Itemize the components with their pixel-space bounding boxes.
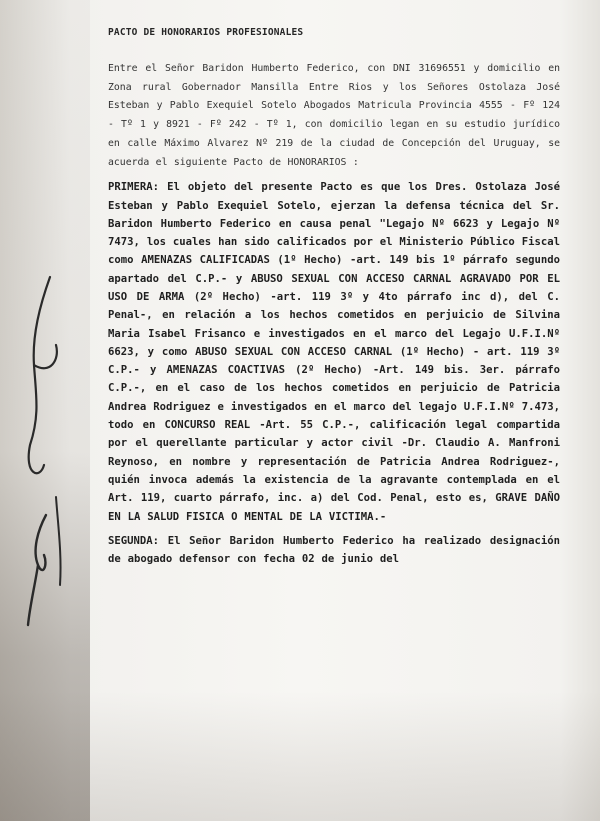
clause-primera bbox=[108, 178, 560, 526]
clause-segunda-label: SEGUNDA: bbox=[108, 534, 160, 547]
clause-segunda bbox=[108, 532, 560, 569]
clause-primera-label: PRIMERA: bbox=[108, 181, 160, 194]
page-shadow-bottom bbox=[0, 691, 600, 821]
clause-primera-text: El objeto del presente Pacto es que los Dres. Ostolaza José Esteban y Pablo Exequiel Sotelo, ejerzan la defensa técnica del Sr. Baridon Humberto Federico en causa penal "Legajo Nº 6623 y Legajo Nº 7473, los cuales han sido calificados por el Ministerio Público Fiscal como AMENAZAS CALIFICADAS (1º Hecho) -art. 149 bis 1º párrafo segundo apartado del C.P.- y ABUSO SEXUAL CON ACCESO CARNAL AGRAVADO POR EL USO DE ARMA (2º Hecho) -art. 119 3º y 4to párrafo inc d), del C. Penal-, en relación a los hechos cometidos en perjuicio de Silvina Maria Isabel Frisanco e investigados en el marco del Legajo U.F.I.Nº 6623, y como ABUSO SEXUAL CON ACCESO CARNAL (1º Hecho) - art. 119 3º C.P.- y AMENAZAS COACTIVAS (2º Hecho) -Art. 149 bis. 3er. párrafo C.P.-, en el caso de los hechos cometidos en perjuicio de Patricia Andrea Rodriguez e investigados en el marco del legajo U.F.I.Nº 7.473, todo en CONCURSO REAL -Art. 55 C.P.-, calificación legal compartida por el querellante particular y actor civil -Dr. Claudio A. Manfroni Reynoso, en nombre y representación de Patricia Andrea Rodriguez-, quién invoca además la existencia de la agravante contemplada en el Art. 119, cuarto párrafo, inc. a) del Cod. Penal, esto es, GRAVE DAÑO EN LA SALUD FISICA O MENTAL DE LA VICTIMA.- bbox=[108, 181, 560, 523]
handwritten-signature-icon bbox=[10, 265, 90, 635]
document-body bbox=[108, 27, 560, 574]
document-title: PACTO DE HONORARIOS PROFESIONALES bbox=[108, 27, 304, 38]
intro-paragraph-text: Entre el Señor Baridon Humberto Federico, con DNI 31696551 y domicilio en Zona rural Gobernador Mansilla Entre Rios y los Señores Ostolaza José Esteban y Pablo Exequiel Sotelo Abogados Matricula Provincia 4555 - Fº 124 - Tº 1 y 8921 - Fº 242 - Tº 1, con domicilio legan en su estudio jurídico en calle Máximo Alvarez Nº 219 de la ciudad de Concepción del Uruguay, se acuerda el siguiente Pacto de HONORARIOS : bbox=[108, 63, 560, 168]
clause-segunda-text: El Señor Baridon Humberto Federico ha realizado designación de abogado defensor con fecha 02 de junio del bbox=[108, 534, 560, 566]
intro-paragraph bbox=[108, 60, 560, 172]
